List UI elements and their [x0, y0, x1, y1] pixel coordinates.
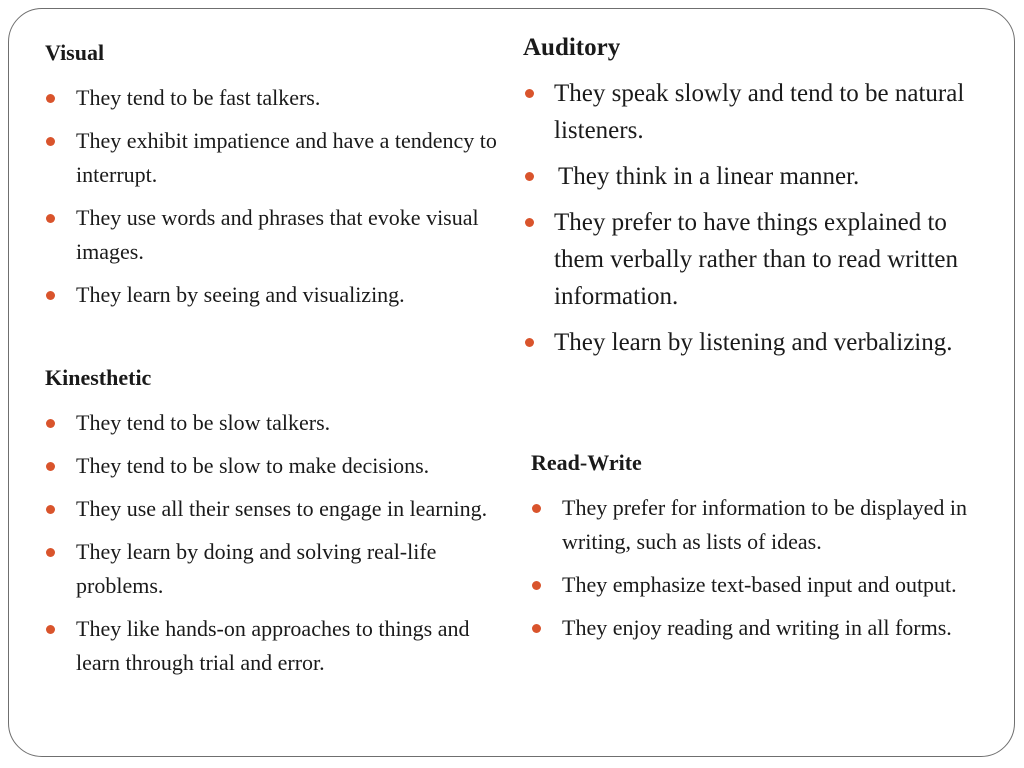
list-read-write [531, 491, 1001, 645]
bullet-dot-icon [46, 625, 55, 634]
bullet-dot-icon [46, 214, 55, 223]
heading-kinesthetic: Kinesthetic [45, 365, 152, 390]
list-item [523, 324, 993, 361]
list-item [45, 449, 515, 483]
bullet-dot-icon [525, 218, 534, 227]
list-item [45, 124, 515, 192]
list-item-text: They enjoy reading and writing in all forms. [562, 615, 952, 640]
bullet-dot-icon [532, 581, 541, 590]
list-auditory [523, 75, 993, 361]
list-item [531, 568, 1001, 602]
list-item [45, 535, 515, 603]
list-item [523, 75, 993, 149]
section-read-write [531, 450, 1001, 654]
bullet-dot-icon [46, 291, 55, 300]
list-item [45, 278, 515, 312]
list-visual [45, 81, 515, 312]
list-kinesthetic [45, 406, 515, 680]
list-item-text: They prefer for information to be displayed in writing, such as lists of ideas. [562, 495, 968, 554]
list-item [45, 612, 515, 680]
bullet-dot-icon [46, 548, 55, 557]
list-item-text: They prefer to have things explained to them verbally rather than to read written information. [554, 209, 959, 310]
list-item-text: They tend to be slow to make decisions. [76, 453, 430, 478]
list-item [45, 492, 515, 526]
heading-auditory: Auditory [523, 34, 621, 61]
bullet-dot-icon [46, 462, 55, 471]
list-item-text: They tend to be fast talkers. [76, 85, 321, 110]
list-item [523, 158, 993, 195]
list-item-text: They emphasize text-based input and output. [562, 572, 957, 597]
list-item [531, 491, 1001, 559]
heading-visual: Visual [45, 40, 105, 65]
list-item-text: They learn by doing and solving real-life problems. [76, 539, 437, 598]
bullet-dot-icon [525, 89, 534, 98]
bullet-dot-icon [525, 338, 534, 347]
list-item [523, 204, 993, 315]
section-kinesthetic [45, 365, 515, 689]
list-item-text: They exhibit impatience and have a tendency to interrupt. [76, 128, 497, 187]
list-item-text: They use all their senses to engage in learning. [76, 496, 488, 521]
list-item-text: They learn by listening and verbalizing. [554, 329, 953, 356]
bullet-dot-icon [46, 419, 55, 428]
section-visual [45, 40, 515, 321]
list-item [45, 406, 515, 440]
list-item-text: They tend to be slow talkers. [76, 410, 331, 435]
list-item [45, 201, 515, 269]
bullet-dot-icon [532, 504, 541, 513]
bullet-dot-icon [46, 137, 55, 146]
list-item-text: They like hands-on approaches to things and learn through trial and error. [76, 616, 470, 675]
list-item [45, 81, 515, 115]
bullet-dot-icon [46, 94, 55, 103]
list-item-text: They learn by seeing and visualizing. [76, 282, 405, 307]
bullet-dot-icon [46, 505, 55, 514]
bullet-dot-icon [532, 624, 541, 633]
list-item-text: They think in a linear manner. [558, 163, 860, 190]
list-item-text: They speak slowly and tend to be natural listeners. [554, 80, 965, 144]
heading-read-write: Read-Write [531, 450, 642, 475]
list-item [531, 611, 1001, 645]
list-item-text: They use words and phrases that evoke visual images. [76, 205, 479, 264]
section-auditory [523, 33, 993, 370]
bullet-dot-icon [525, 172, 534, 181]
